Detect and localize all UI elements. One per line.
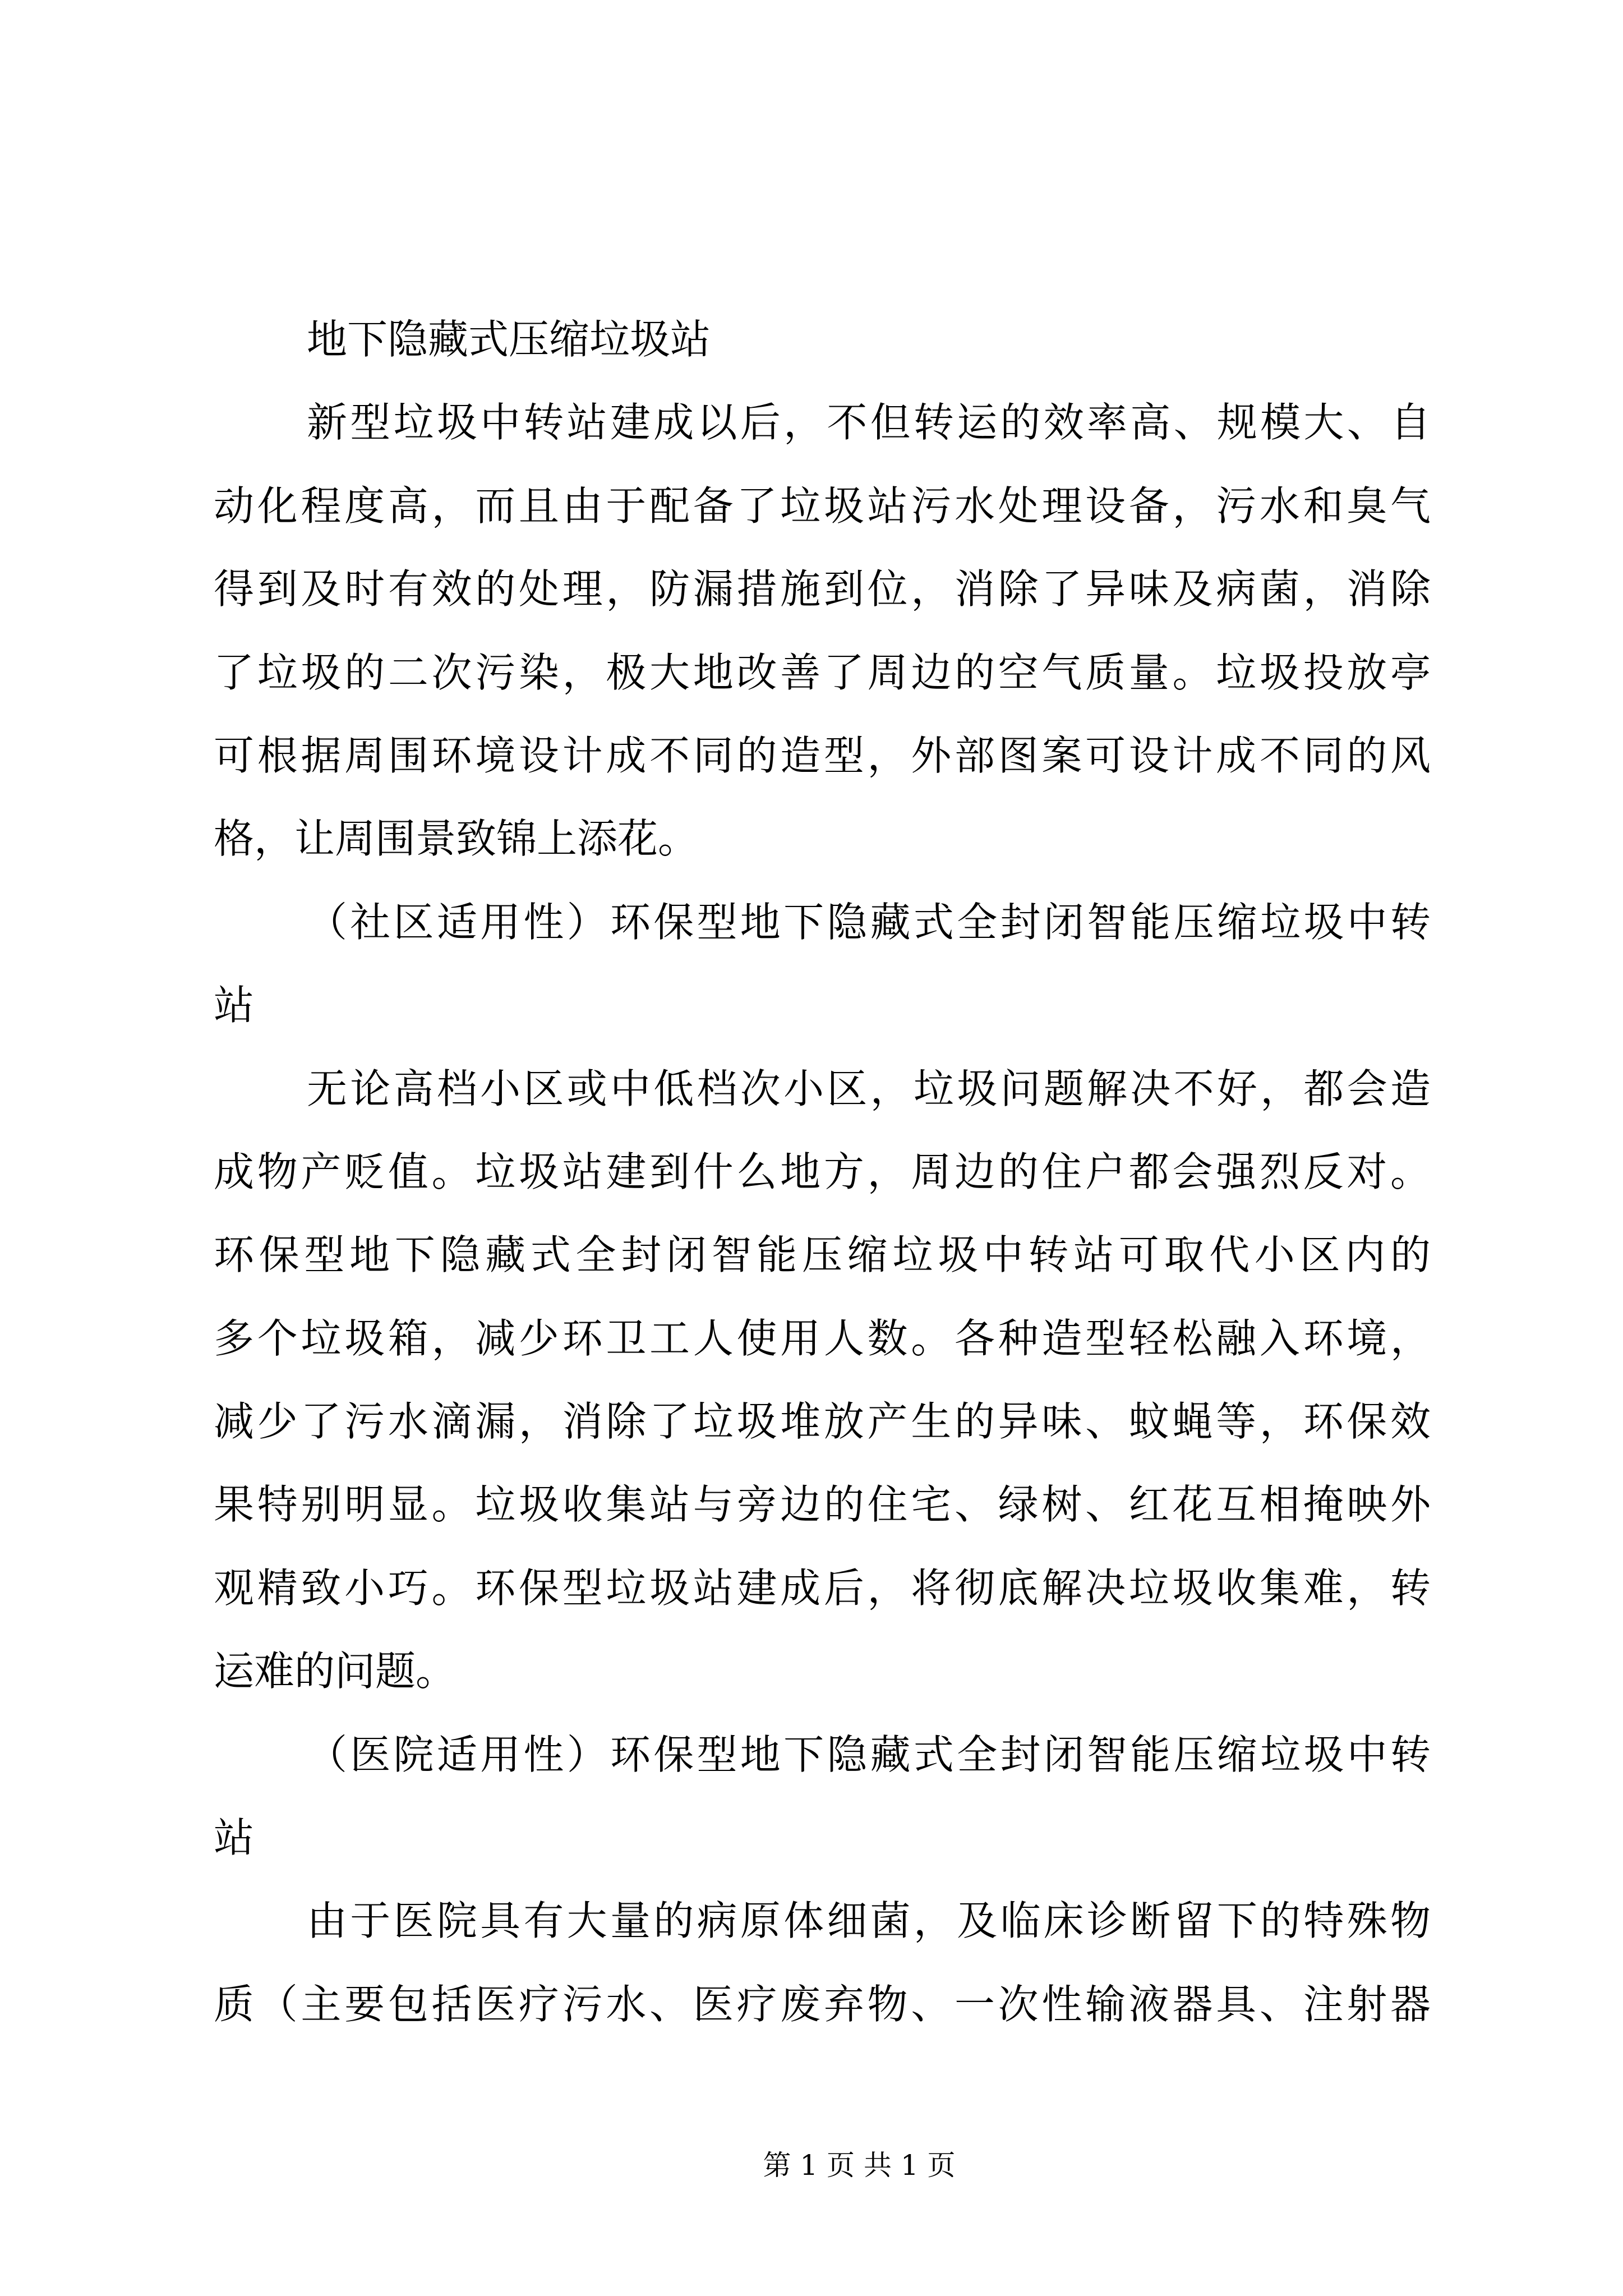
paragraph-line: 观精致小巧。环保型垃圾站建成后，将彻底解决垃圾收集难，转 bbox=[214, 1564, 1431, 1612]
heading-line: （医院适用性）环保型地下隐藏式全封闭智能压缩垃圾中转 bbox=[307, 1731, 1431, 1778]
intro-paragraph bbox=[214, 381, 1431, 880]
heading-line: （社区适用性）环保型地下隐藏式全封闭智能压缩垃圾中转 bbox=[307, 898, 1431, 946]
paragraph-line: 由于医院具有大量的病原体细菌，及临床诊断留下的特殊物 bbox=[307, 1897, 1431, 1945]
community-paragraph bbox=[214, 1047, 1431, 1713]
paragraph-line: 了垃圾的二次污染，极大地改善了周边的空气质量。垃圾投放亭 bbox=[214, 648, 1431, 696]
paragraph-line: 多个垃圾箱，减少环卫工人使用人数。各种造型轻松融入环境， bbox=[214, 1314, 1431, 1362]
heading-line: 站 bbox=[214, 1814, 255, 1862]
paragraph-line: 环保型地下隐藏式全封闭智能压缩垃圾中转站可取代小区内的 bbox=[214, 1231, 1431, 1279]
paragraph-line: 格，让周围景致锦上添花。 bbox=[214, 815, 699, 863]
document-body bbox=[214, 298, 1431, 2046]
hospital-section-heading bbox=[214, 1713, 1431, 1880]
paragraph-line: 无论高档小区或中低档次小区，垃圾问题解决不好，都会造 bbox=[307, 1065, 1431, 1112]
paragraph-line: 动化程度高，而且由于配备了垃圾站污水处理设备，污水和臭气 bbox=[214, 482, 1431, 530]
paragraph-line: 减少了污水滴漏，消除了垃圾堆放产生的异味、蚊蝇等，环保效 bbox=[214, 1398, 1431, 1446]
heading-line: 站 bbox=[214, 982, 255, 1029]
paragraph-line: 可根据周围环境设计成不同的造型，外部图案可设计成不同的风 bbox=[214, 731, 1431, 779]
paragraph-line: 得到及时有效的处理，防漏措施到位，消除了异味及病菌，消除 bbox=[214, 565, 1431, 613]
paragraph-line: 成物产贬值。垃圾站建到什么地方，周边的住户都会强烈反对。 bbox=[214, 1148, 1431, 1195]
paragraph-line: 质（主要包括医疗污水、医疗废弃物、一次性输液器具、注射器 bbox=[214, 1980, 1431, 2028]
page-number-label: 第 1 页 共 1 页 bbox=[763, 2150, 956, 2181]
hospital-paragraph bbox=[214, 1879, 1431, 2046]
document-title: 地下隐藏式压缩垃圾站 bbox=[307, 316, 711, 363]
page-footer bbox=[736, 2150, 983, 2181]
paragraph-line: 果特别明显。垃圾收集站与旁边的住宅、绿树、红花互相掩映外 bbox=[214, 1481, 1431, 1529]
paragraph-line: 新型垃圾中转站建成以后，不但转运的效率高、规模大、自 bbox=[307, 399, 1431, 447]
community-section-heading bbox=[214, 881, 1431, 1047]
paragraph-line: 运难的问题。 bbox=[214, 1648, 457, 1695]
